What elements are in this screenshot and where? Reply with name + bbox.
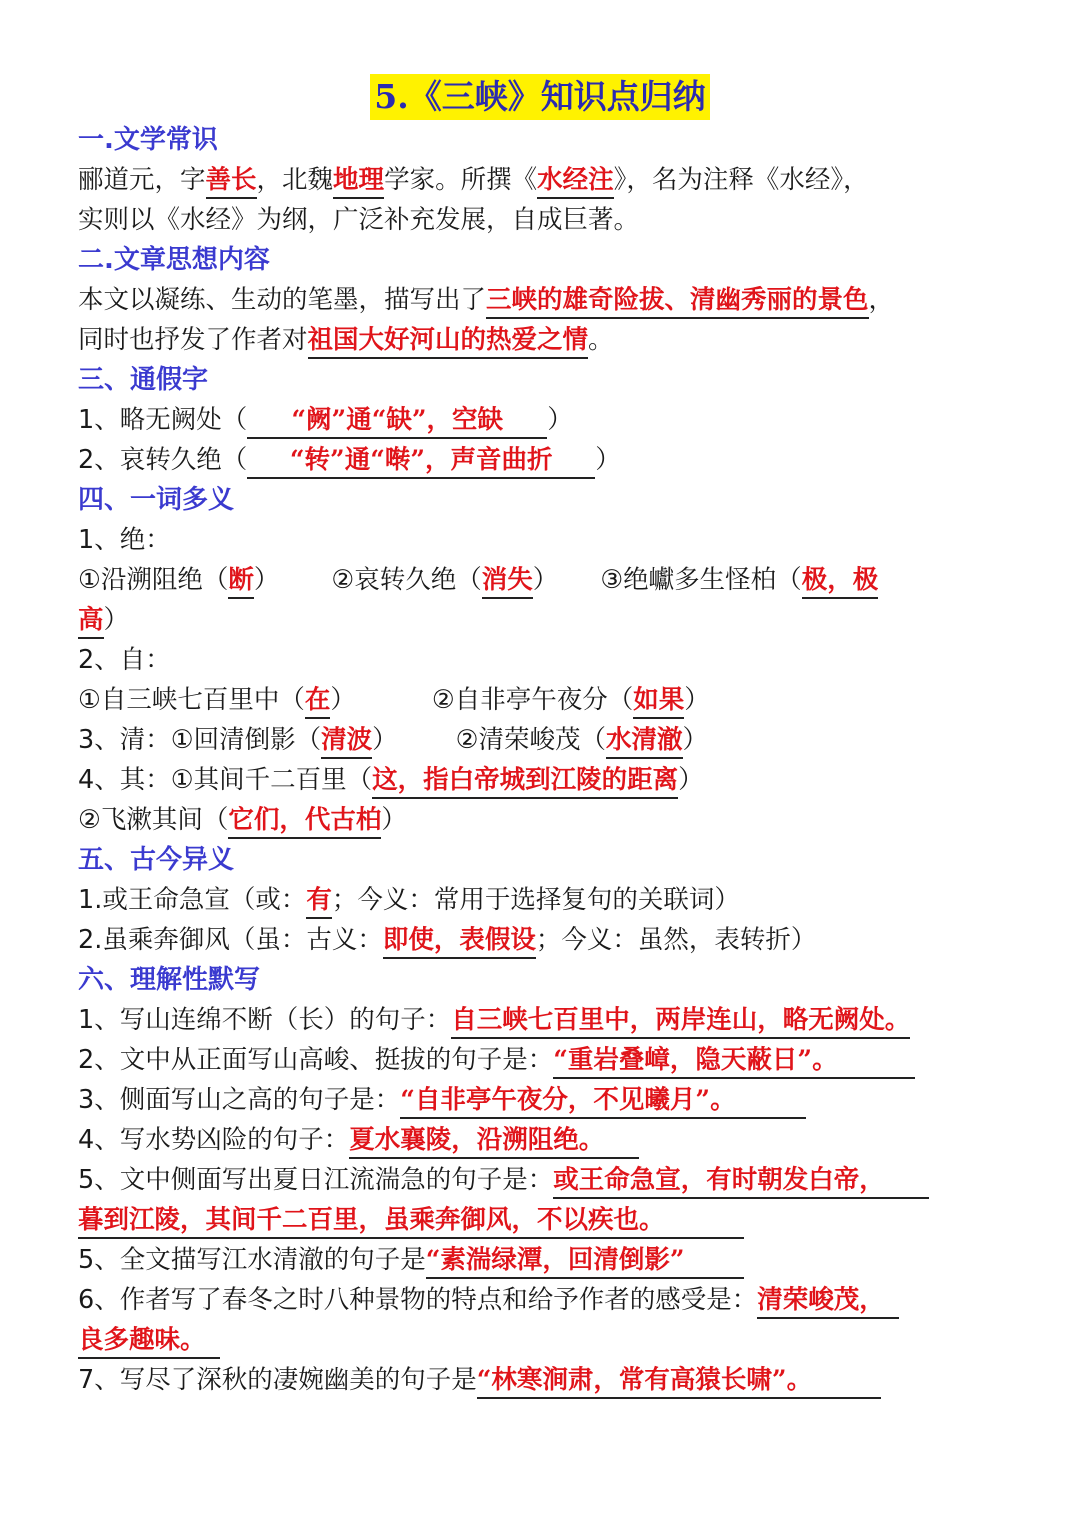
text: ；今义：虽然，表转折） xyxy=(535,925,817,955)
answer: 极，极 xyxy=(802,563,879,599)
s4-word-4-sense-2 xyxy=(78,800,1008,840)
answer: 三峡的雄奇险拔、清幽秀丽的景色 xyxy=(486,283,869,319)
text: ） xyxy=(381,805,407,835)
answer: 清荣峻茂， xyxy=(757,1283,899,1319)
answer: “自非亭午夜分，不见曦月”。 xyxy=(400,1083,806,1119)
answer: “转”通“啭”，声音曲折 xyxy=(247,443,595,479)
section-heading-2: 二.文章思想内容 xyxy=(78,245,270,275)
text: ） xyxy=(330,685,356,715)
text: 4、其：①其间千二百里（ xyxy=(78,765,373,795)
text: ） xyxy=(682,725,709,755)
s3-item-1 xyxy=(78,400,1008,440)
s4-word-2: 2、自： xyxy=(78,645,171,675)
answer: 或王命急宣，有时朝发白帝， xyxy=(553,1163,929,1199)
answer: “重岩叠嶂，隐天蔽日”。 xyxy=(553,1043,915,1079)
answer: 良多趣味。 xyxy=(78,1323,220,1359)
s6-q8 xyxy=(78,1360,1008,1400)
s5-item-1 xyxy=(78,880,1008,920)
text: ） xyxy=(372,725,398,755)
s6-q2 xyxy=(78,1040,1008,1080)
question: 4、写水势凶险的句子： xyxy=(78,1125,350,1155)
text: 本文以凝练、生动的笔墨，描写出了 xyxy=(78,285,487,315)
answer: 地理 xyxy=(333,163,384,199)
question: 2、文中从正面写山高峻、挺拔的句子是： xyxy=(78,1045,554,1075)
s6-q7 xyxy=(78,1280,1008,1320)
answer: 水经注 xyxy=(537,163,614,199)
text: ①自三峡七百里中（ xyxy=(78,685,305,715)
answer: 断 xyxy=(228,563,254,599)
question: 1、写山连绵不断（长）的句子： xyxy=(78,1005,452,1035)
text: ） xyxy=(547,405,573,435)
answer: 这，指白帝城到江陵的距离 xyxy=(372,763,678,799)
answer: 善长 xyxy=(206,163,257,199)
s2-line-2 xyxy=(78,320,1008,360)
question: 3、侧面写山之高的句子是： xyxy=(78,1085,401,1115)
text: 2.虽乘奔御风（虽：古义： xyxy=(78,925,383,955)
answer: “素湍绿潭，回清倒影” xyxy=(426,1243,744,1279)
answer: 夏水襄陵，沿溯阻绝。 xyxy=(349,1123,639,1159)
text: ，北魏 xyxy=(256,165,334,195)
question: 6、作者写了春冬之时八种景物的特点和给予作者的感受是： xyxy=(78,1285,758,1315)
question: 5、文中侧面写出夏日江流湍急的句子是： xyxy=(78,1165,554,1195)
text: ， xyxy=(868,285,895,315)
answer: 消失 xyxy=(482,563,533,599)
text: ） xyxy=(532,565,559,595)
text: ） xyxy=(678,765,704,795)
text: ） xyxy=(103,605,130,635)
s1-line-1 xyxy=(78,160,1008,200)
text: ） xyxy=(595,445,621,475)
s4-word-1: 1、绝： xyxy=(78,525,171,555)
s6-q3 xyxy=(78,1080,1008,1120)
answer: 在 xyxy=(305,683,331,719)
answer: 暮到江陵，其间千二百里，虽乘奔御风，不以疾也。 xyxy=(78,1203,744,1239)
text: 2、哀转久绝（ xyxy=(78,445,248,475)
answer: 水清澈 xyxy=(606,723,683,759)
text: ②哀转久绝（ xyxy=(331,565,482,595)
content xyxy=(78,120,1008,1400)
section-heading-4: 四、一词多义 xyxy=(78,485,235,515)
page-title: 5.《三峡》知识点归纳 xyxy=(370,74,709,120)
s4-word-1-cont xyxy=(78,600,1008,640)
question: 7、写尽了深秋的凄婉幽美的句子是 xyxy=(78,1365,477,1395)
answer: 它们，代古柏 xyxy=(228,803,381,839)
text: 》，名为注释《水经》， xyxy=(613,165,869,195)
text: 学家。所撰《 xyxy=(384,165,538,195)
text: ③绝巘多生怪柏（ xyxy=(600,565,802,595)
s4-word-3 xyxy=(78,720,1008,760)
s4-word-2-senses xyxy=(78,680,1008,720)
s6-q5 xyxy=(78,1160,1008,1200)
text: ） xyxy=(253,565,280,595)
text: ②自非亭午夜分（ xyxy=(431,685,634,715)
section-heading-1: 一.文学常识 xyxy=(78,125,218,155)
s6-q5-cont xyxy=(78,1200,1008,1240)
title-wrap xyxy=(0,0,1080,128)
text: ） xyxy=(684,685,710,715)
text: ②清荣峻茂（ xyxy=(455,725,606,755)
s4-word-4 xyxy=(78,760,1008,800)
text: 郦道元，字 xyxy=(78,165,206,195)
answer: 有 xyxy=(306,883,332,919)
text: 3、清：①回清倒影（ xyxy=(78,725,322,755)
section-heading-5: 五、古今异义 xyxy=(78,845,235,875)
answer: 祖国大好河山的热爱之情 xyxy=(308,323,589,359)
s4-word-1-senses xyxy=(78,560,1008,600)
question: 5、全文描写江水清澈的句子是 xyxy=(78,1245,426,1275)
text: ；今义：常用于选择复句的关联词） xyxy=(331,885,740,915)
s6-q1 xyxy=(78,1000,1008,1040)
text: 同时也抒发了作者对 xyxy=(78,325,308,355)
s6-q7-cont xyxy=(78,1320,1008,1360)
answer: 即使，表假设 xyxy=(383,923,536,959)
text: ①沿溯阻绝（ xyxy=(78,565,229,595)
text: 1.或王命急宣（或： xyxy=(78,885,307,915)
s6-q4 xyxy=(78,1120,1008,1160)
section-heading-6: 六、理解性默写 xyxy=(78,965,261,995)
s3-item-2 xyxy=(78,440,1008,480)
section-heading-3: 三、通假字 xyxy=(78,365,209,395)
s6-q6 xyxy=(78,1240,1008,1280)
answer: “阙”通“缺”，空缺 xyxy=(247,403,547,439)
text: ②飞漱其间（ xyxy=(78,805,229,835)
answer: 如果 xyxy=(633,683,684,719)
text: 1、略无阙处（ xyxy=(78,405,248,435)
s1-line-2: 实则以《水经》为纲，广泛补充发展，自成巨著。 xyxy=(78,205,640,235)
text: 。 xyxy=(588,325,614,355)
answer: 高 xyxy=(78,603,104,639)
answer: 自三峡七百里中，两岸连山，略无阙处。 xyxy=(451,1003,910,1039)
s2-line-1 xyxy=(78,280,1008,320)
answer: “林寒涧肃，常有高猿长啸”。 xyxy=(477,1363,881,1399)
s5-item-2 xyxy=(78,920,1008,960)
answer: 清波 xyxy=(321,723,372,759)
